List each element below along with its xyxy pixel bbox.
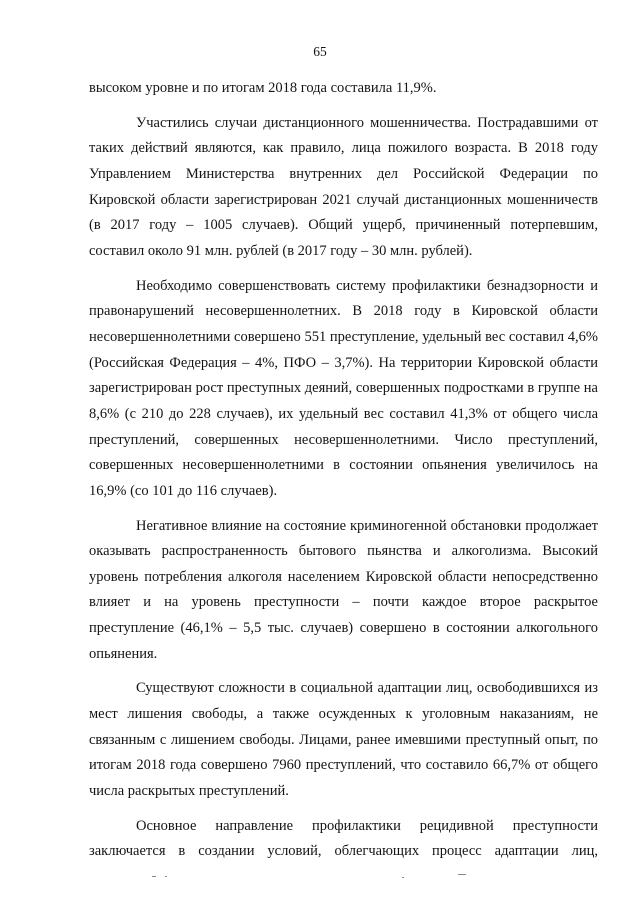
paragraph-remote-fraud: Участились случаи дистанционного мошенничества. Пострадавшими от таких действий являются, как правило, лица пожилого возраста. В 2018 году Управлением Министерства внутренних дел Российской Федерации по Кировской области зарегистрирован 2021 случай дистанционных мошенничеств (в 2017 году – 1005 случаев). Общий ущерб, причиненный потерпевшим, составил около 91 млн. рублей (в 2017 году – 30 млн. рублей). <box>89 114 598 259</box>
scan-artifact <box>165 876 167 877</box>
scan-artifact <box>402 877 404 878</box>
paragraph-alcohol-influence: Негативное влияние на состояние криминогенной обстановки продолжает оказывать распространенность бытового пьянства и алкоголизма. Высокий уровень потребления алкоголя населением Кировской области непосредственно влияет и на уровень преступности – почти каждое второе раскрытое преступление (46,1% – 5,5 тыс. случаев) совершено в состоянии алкогольного опьянения. <box>89 517 598 662</box>
scan-artifact <box>458 874 466 875</box>
paragraph-continuation: высоком уровне и по итогам 2018 года составила 11,9%. <box>89 80 437 96</box>
paragraph-recidivism-prevention: Основное направление профилактики рецидивной преступности заключается в создании условий, облегчающих процесс адаптации лиц, <box>89 817 598 860</box>
page-number: 65 <box>313 44 327 59</box>
paragraph-social-adaptation: Существуют сложности в социальной адаптации лиц, освободившихся из мест лишения свободы, а также осужденных к уголовным наказаниям, не связанным с лишением свободы. Лицами, ранее имевшими преступный опыт, по итогам 2018 года совершено 7960 преступлений, что составило 66,7% от общего числа раскрытых преступлений. <box>89 680 598 800</box>
scan-artifact <box>152 876 156 877</box>
paragraph-juvenile-offenses: Необходимо совершенствовать систему профилактики безнадзорности и правонарушений несовершеннолетних. В 2018 году в Кировской области несовершеннолетними совершено 551 преступление, удельный вес составил 4,6% (Российская Федерация – 4%, ПФО – 3,7%). На территории Кировской области зарегистрирован рост преступных деяний, совершенных подростками в группе на 8,6% (с 210 до 228 случаев), их удельный вес составил 41,3% от общего числа преступлений, совершенных несовершеннолетними. Число преступлений, совершенных несовершеннолетними в состоянии опьянения увеличилось на 16,9% (со 101 до 116 случаев). <box>89 277 598 499</box>
body-text <box>89 76 598 865</box>
